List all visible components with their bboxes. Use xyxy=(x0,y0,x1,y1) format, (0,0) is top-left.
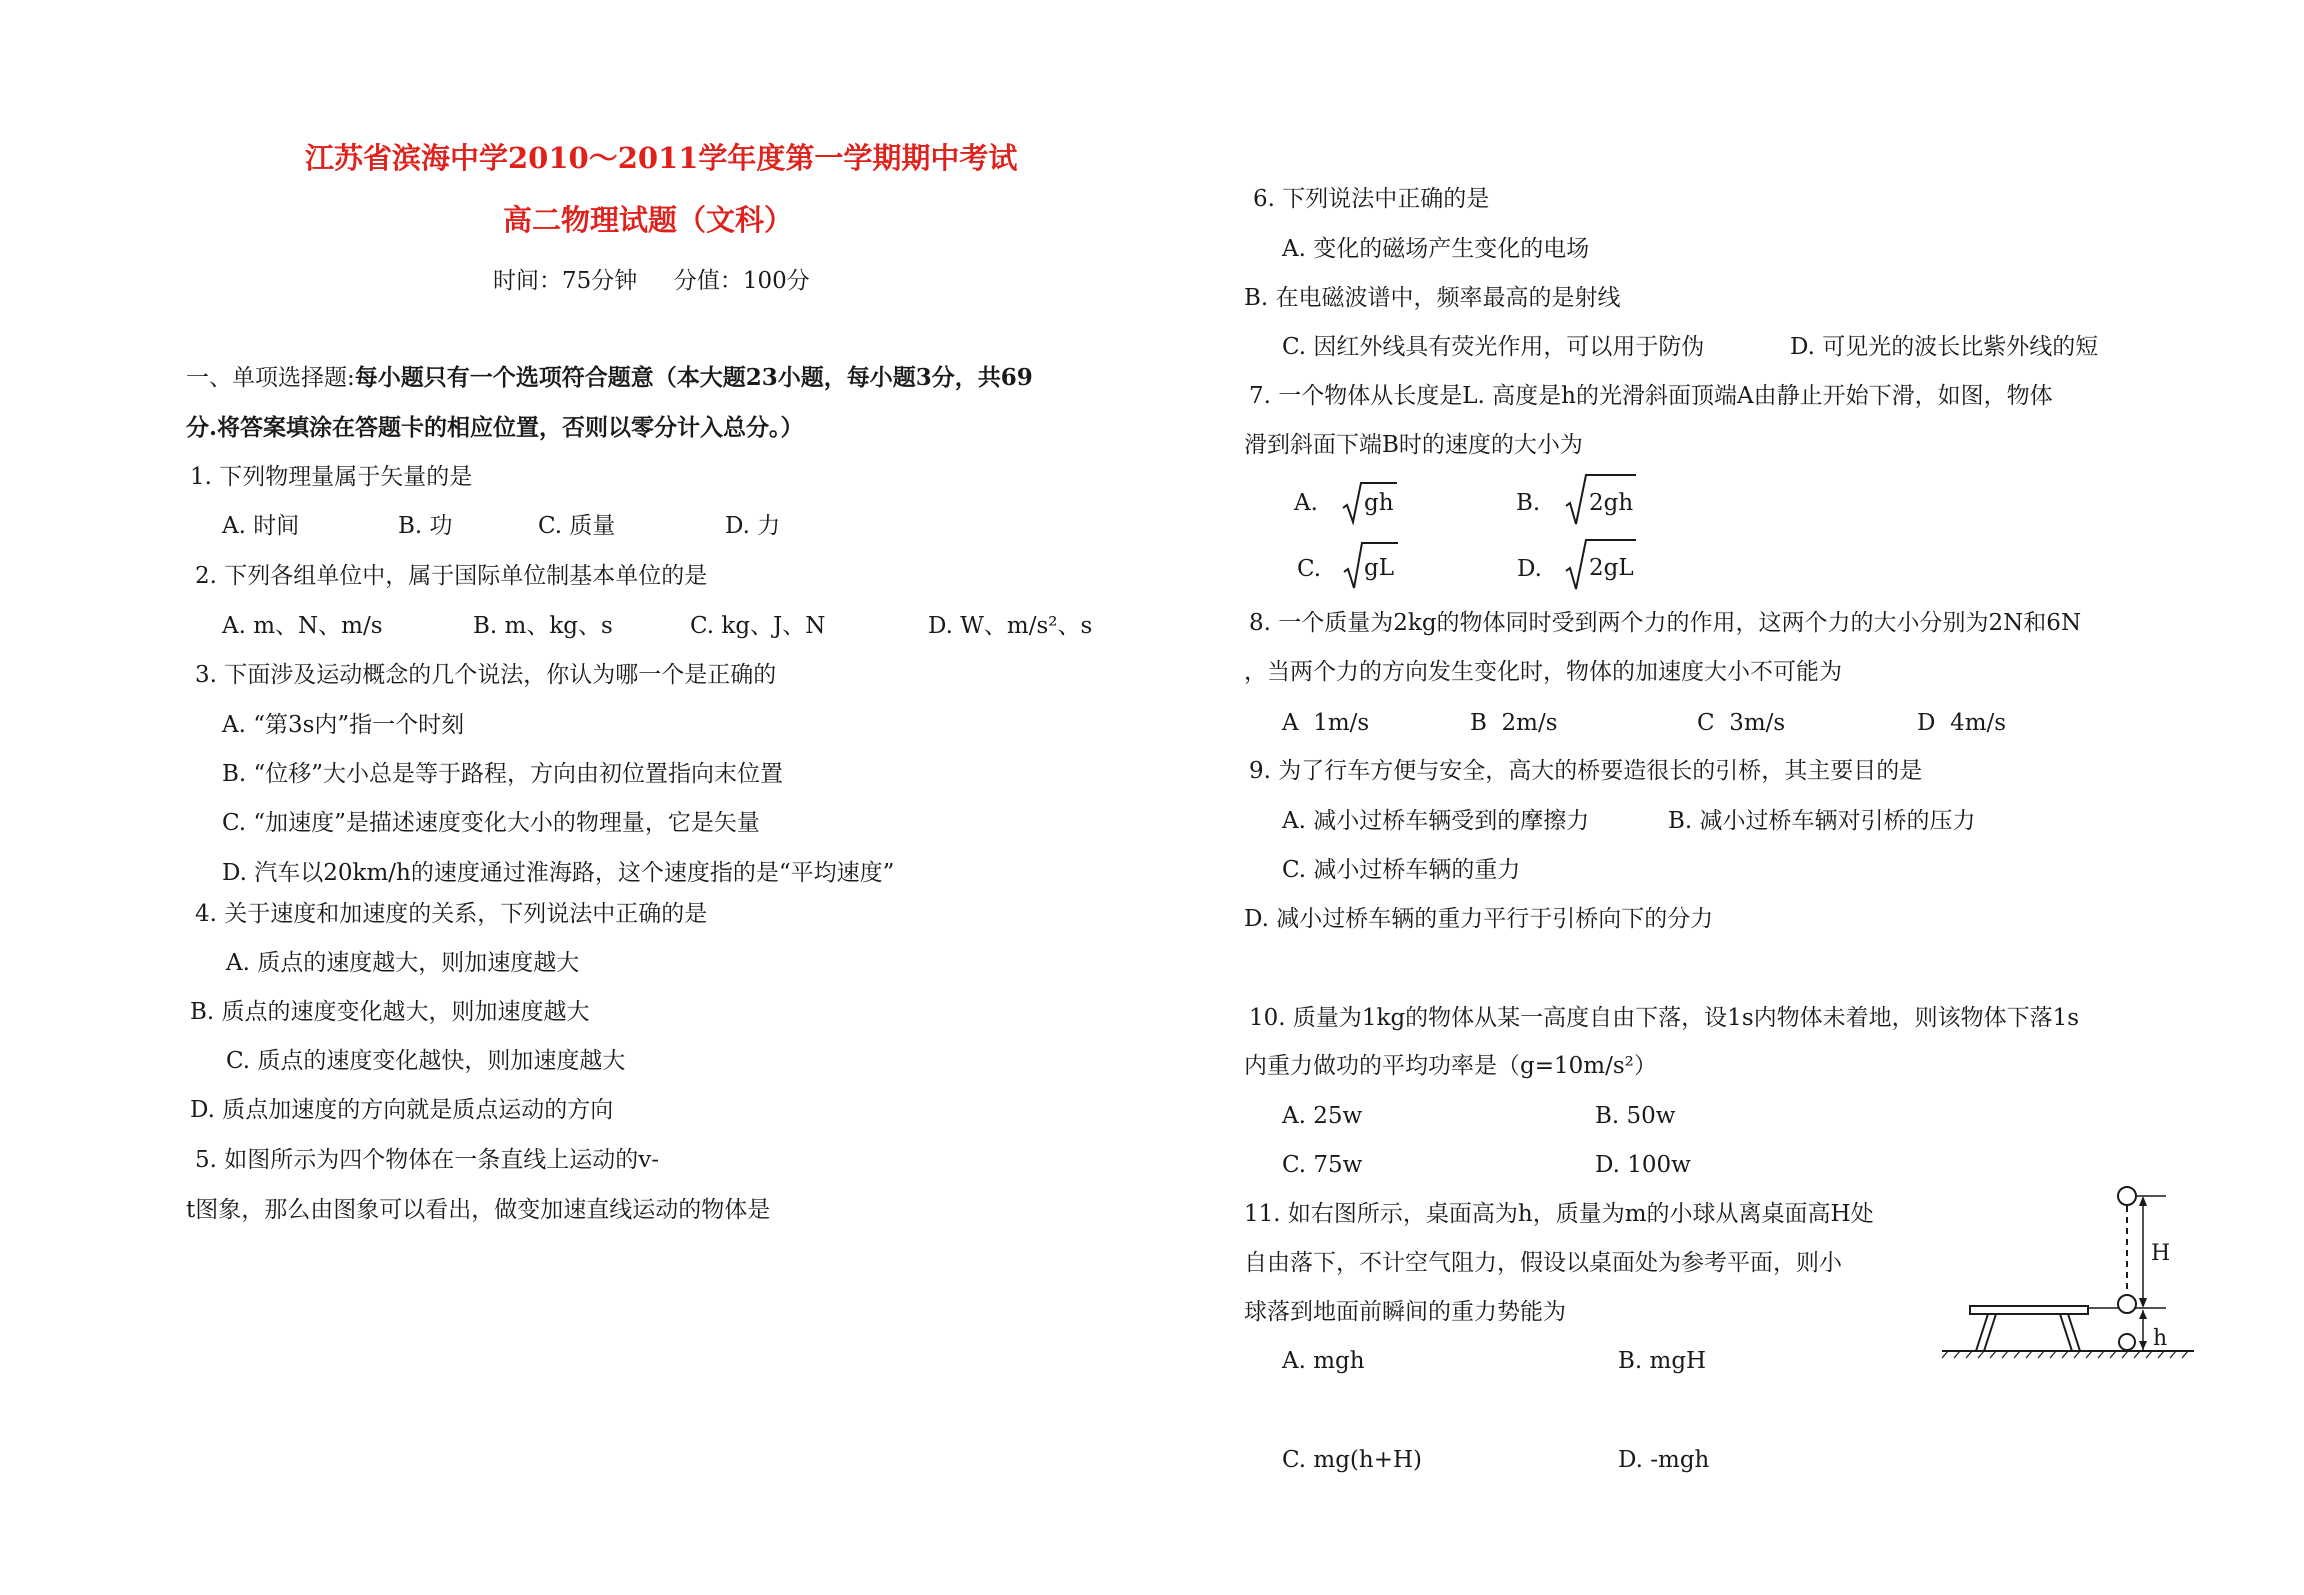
q6-option-d: D. 可见光的波长比紫外线的短 xyxy=(1790,334,2099,360)
section-prefix: 一、单项选择题: xyxy=(186,365,355,391)
q11-stem-line2: 自由落下，不计空气阻力，假设以桌面处为参考平面，则小 xyxy=(1244,1250,1842,1276)
q3-stem: 3. 下面涉及运动概念的几个说法，你认为哪一个是正确的 xyxy=(195,662,777,688)
q9-option-a: A. 减小过桥车辆受到的摩擦力 xyxy=(1282,808,1590,834)
q10-stem-line2: 内重力做功的平均功率是（g=10m/s²） xyxy=(1244,1053,1657,1079)
q4-option-d: D. 质点加速度的方向就是质点运动的方向 xyxy=(190,1097,614,1123)
q10-stem-line1: 10. 质量为1kg的物体从某一高度自由下落，设1s内物体未着地，则该物体下落1s xyxy=(1249,1005,2080,1031)
exam-subtitle: 高二物理试题（文科） xyxy=(503,203,794,237)
q10-option-a: A. 25w xyxy=(1282,1103,1363,1129)
ground-hatch xyxy=(1942,1351,2188,1358)
q7-option-c-sqrt xyxy=(1342,540,1402,592)
q10-option-c: C. 75w xyxy=(1282,1152,1363,1178)
q9-option-b: B. 减小过桥车辆对引桥的压力 xyxy=(1668,808,1976,834)
q8-stem-line1: 8. 一个质量为2kg的物体同时受到两个力的作用，这两个力的大小分别为2N和6N xyxy=(1249,610,2082,636)
q7-option-a-sqrt xyxy=(1341,480,1401,526)
q3-option-c: C. “加速度”是描述速度变化大小的物理量，它是矢量 xyxy=(222,810,760,836)
ball-table-level xyxy=(2118,1295,2136,1313)
q6-option-c: C. 因红外线具有荧光作用，可以用于防伪 xyxy=(1282,334,1705,360)
exam-title: 江苏省滨海中学2010～2011学年度第一学期期中考试 xyxy=(305,141,1018,175)
q8-option-d: D 4m/s xyxy=(1917,710,2007,736)
q2-option-b: B. m、kg、s xyxy=(473,613,613,639)
q11-stem-line1: 11. 如右图所示，桌面高为h，质量为m的小球从离桌面高H处 xyxy=(1244,1201,1874,1227)
q11-stem-line3: 球落到地面前瞬间的重力势能为 xyxy=(1244,1299,1566,1325)
q1-option-b: B. 功 xyxy=(398,513,453,539)
q7-option-d-radicand: 2gL xyxy=(1589,555,1634,581)
q1-option-a: A. 时间 xyxy=(222,513,300,539)
q11-option-d: D. -mgh xyxy=(1618,1447,1710,1473)
q4-stem: 4. 关于速度和加速度的关系，下列说法中正确的是 xyxy=(195,901,708,927)
q7-option-c: C. xyxy=(1297,556,1322,582)
q9-option-c: C. 减小过桥车辆的重力 xyxy=(1282,857,1521,883)
h-label: h xyxy=(2153,1326,2168,1351)
q7-option-d-sqrt xyxy=(1564,537,1644,593)
section-instruction-1: 每小题只有一个选项符合题意（本大题23小题，每小题3分，共69 xyxy=(354,364,1033,391)
q11-option-c: C. mg(h+H) xyxy=(1282,1447,1423,1473)
q3-option-d: D. 汽车以20km/h的速度通过淮海路，这个速度指的是“平均速度” xyxy=(222,860,895,886)
q3-option-b: B. “位移”大小总是等于路程，方向由初位置指向末位置 xyxy=(222,761,784,787)
q8-option-a: A 1m/s xyxy=(1282,710,1370,736)
q2-stem: 2. 下列各组单位中，属于国际单位制基本单位的是 xyxy=(195,563,708,589)
q10-option-b: B. 50w xyxy=(1595,1103,1676,1129)
q7-option-a-radicand: gh xyxy=(1364,490,1394,516)
section-instruction-2: 分.将答案填涂在答题卡的相应位置，否则以零分计入总分。） xyxy=(186,414,804,441)
ball-ground xyxy=(2119,1334,2135,1350)
q11-figure xyxy=(1940,1182,2200,1362)
q7-option-b: B. xyxy=(1516,490,1541,516)
q7-option-b-sqrt xyxy=(1564,472,1644,528)
q3-option-a: A. “第3s内”指一个时刻 xyxy=(222,712,465,738)
q8-option-b: B 2m/s xyxy=(1470,710,1558,736)
q7-stem-line1: 7. 一个物体从长度是L. 高度是h的光滑斜面顶端A由静止开始下滑，如图，物体 xyxy=(1249,383,2053,409)
q2-option-c: C. kg、J、N xyxy=(690,613,826,639)
q11-option-b: B. mgH xyxy=(1618,1348,1707,1374)
q7-option-c-radicand: gL xyxy=(1364,555,1394,581)
q10-option-d: D. 100w xyxy=(1595,1152,1691,1178)
q7-option-d: D. xyxy=(1517,556,1542,582)
arrowhead-icon xyxy=(2139,1196,2147,1206)
q1-option-d: D. 力 xyxy=(725,513,781,539)
arrowhead-icon xyxy=(2139,1310,2147,1319)
q6-stem: 6. 下列说法中正确的是 xyxy=(1253,186,1490,212)
q6-option-a: A. 变化的磁场产生变化的电场 xyxy=(1282,236,1590,262)
q2-option-a: A. m、N、m/s xyxy=(222,613,383,639)
q9-option-d: D. 减小过桥车辆的重力平行于引桥向下的分力 xyxy=(1244,906,1714,932)
q5-stem-line2: t图象，那么由图象可以看出，做变加速直线运动的物体是 xyxy=(186,1197,771,1223)
q8-option-c: C 3m/s xyxy=(1697,710,1786,736)
q11-option-a: A. mgh xyxy=(1282,1348,1365,1374)
ball-top xyxy=(2118,1187,2136,1205)
q8-stem-line2: ，当两个力的方向发生变化时，物体的加速度大小不可能为 xyxy=(1244,659,1842,685)
q4-option-c: C. 质点的速度变化越快，则加速度越大 xyxy=(226,1048,626,1074)
q7-option-a: A. xyxy=(1294,490,1318,516)
q5-stem-line1: 5. 如图所示为四个物体在一条直线上运动的v- xyxy=(195,1147,660,1173)
q2-option-d: D. W、m/s²、s xyxy=(928,613,1093,639)
H-label: H xyxy=(2151,1241,2171,1266)
table-top xyxy=(1970,1306,2088,1314)
q1-option-c: C. 质量 xyxy=(538,513,616,539)
q6-option-b: B. 在电磁波谱中，频率最高的是射线 xyxy=(1244,285,1621,311)
q1-stem: 1. 下列物理量属于矢量的是 xyxy=(190,464,473,490)
q7-option-b-radicand: 2gh xyxy=(1589,490,1634,516)
q9-stem: 9. 为了行车方便与安全，高大的桥要造很长的引桥，其主要目的是 xyxy=(1249,758,1923,784)
q4-option-a: A. 质点的速度越大，则加速度越大 xyxy=(226,950,580,976)
q4-option-b: B. 质点的速度变化越大，则加速度越大 xyxy=(190,999,590,1025)
arrowhead-icon xyxy=(2139,1341,2147,1350)
section-heading xyxy=(186,362,1033,394)
q7-stem-line2: 滑到斜面下端B时的速度的大小为 xyxy=(1244,432,1583,458)
exam-meta: 时间：75分钟 分值：100分 xyxy=(493,268,810,294)
arrowhead-icon xyxy=(2139,1298,2147,1308)
